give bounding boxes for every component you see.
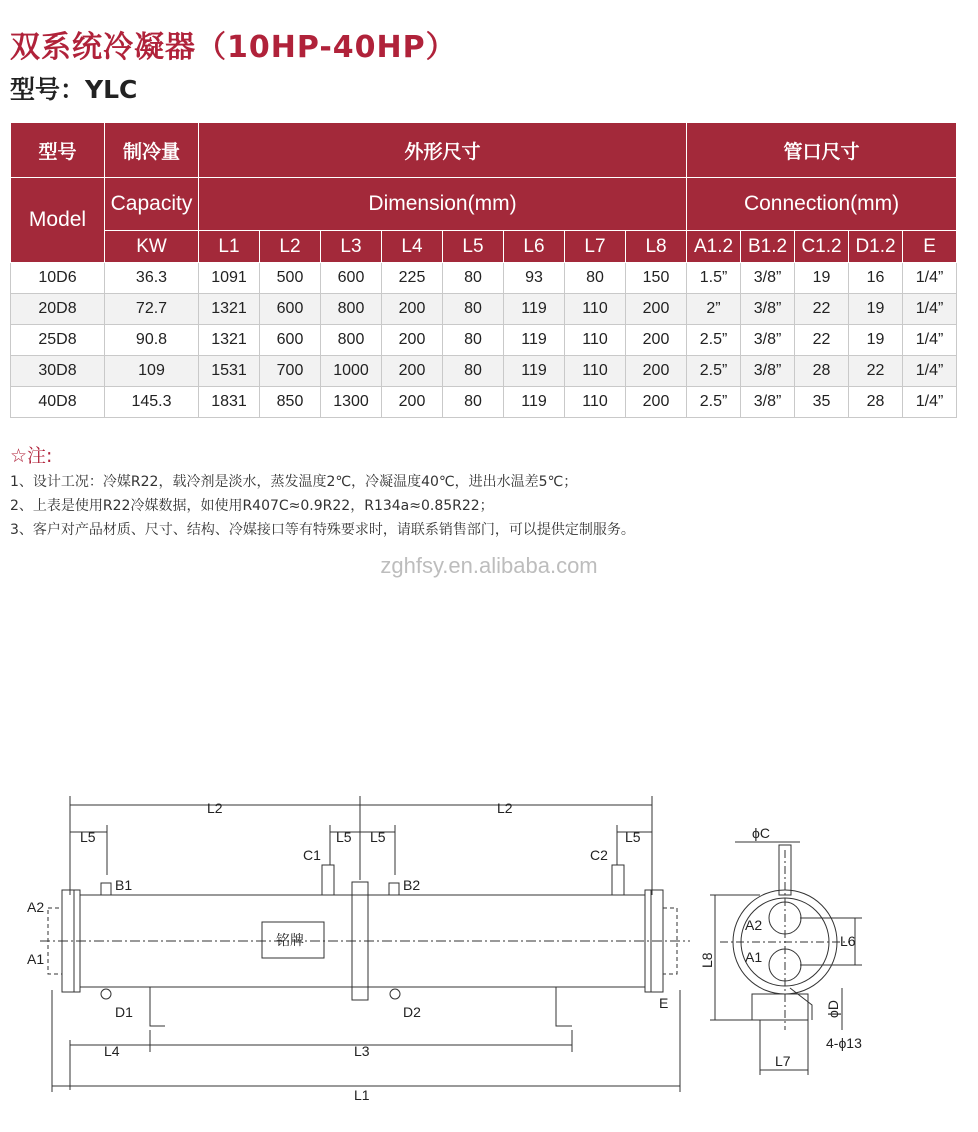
header-l3: L3 bbox=[321, 231, 382, 263]
table-cell: 3/8” bbox=[741, 387, 795, 418]
header-b12: B1.2 bbox=[741, 231, 795, 263]
label-holes: 4-ϕ13 bbox=[826, 1035, 862, 1051]
dim-l2-right: L2 bbox=[497, 800, 513, 816]
table-cell: 1831 bbox=[199, 387, 260, 418]
table-cell: 1321 bbox=[199, 294, 260, 325]
dim-l6: L6 bbox=[840, 933, 856, 949]
table-row bbox=[11, 387, 957, 418]
header-capacity-en: Capacity bbox=[105, 178, 199, 231]
table-cell: 110 bbox=[565, 325, 626, 356]
table-cell: 3/8” bbox=[741, 294, 795, 325]
table-cell: 2” bbox=[687, 294, 741, 325]
table-cell: 200 bbox=[626, 325, 687, 356]
table-cell: 1/4” bbox=[903, 356, 957, 387]
header-d12: D1.2 bbox=[849, 231, 903, 263]
table-cell: 3/8” bbox=[741, 356, 795, 387]
label-phi-d: ϕD bbox=[825, 1000, 841, 1018]
header-l4: L4 bbox=[382, 231, 443, 263]
table-cell: 19 bbox=[795, 263, 849, 294]
header-connection-cn: 管口尺寸 bbox=[687, 123, 957, 178]
table-cell: 110 bbox=[565, 356, 626, 387]
dim-l3: L3 bbox=[354, 1043, 370, 1059]
table-cell: 119 bbox=[504, 294, 565, 325]
label-c2: C2 bbox=[590, 847, 608, 863]
table-cell: 10D6 bbox=[11, 263, 105, 294]
note-item: 1、设计工况：冷媒R22，载冷剂是淡水，蒸发温度2℃，冷凝温度40℃，进出水温差5℃； bbox=[10, 474, 578, 490]
table-cell: 110 bbox=[565, 294, 626, 325]
label-a2-side: A2 bbox=[745, 917, 763, 933]
table-cell: 80 bbox=[443, 356, 504, 387]
header-dimension-en: Dimension(mm) bbox=[199, 178, 687, 231]
notes bbox=[10, 444, 635, 542]
table-cell: 1321 bbox=[199, 325, 260, 356]
table-cell: 1300 bbox=[321, 387, 382, 418]
label-d1: D1 bbox=[115, 1004, 133, 1020]
watermark: zghfsy.en.alibaba.com bbox=[380, 553, 598, 578]
header-l7: L7 bbox=[565, 231, 626, 263]
dim-l4: L4 bbox=[104, 1043, 120, 1059]
label-e: E bbox=[659, 995, 669, 1011]
table-cell: 119 bbox=[504, 356, 565, 387]
table-cell: 28 bbox=[795, 356, 849, 387]
table-cell: 200 bbox=[382, 356, 443, 387]
table-cell: 72.7 bbox=[105, 294, 199, 325]
header-dimension-cn: 外形尺寸 bbox=[199, 123, 687, 178]
table-cell: 3/8” bbox=[741, 263, 795, 294]
table-cell: 109 bbox=[105, 356, 199, 387]
table-cell: 200 bbox=[626, 294, 687, 325]
table-cell: 19 bbox=[849, 325, 903, 356]
table-cell: 200 bbox=[626, 387, 687, 418]
table-cell: 800 bbox=[321, 294, 382, 325]
table-cell: 1/4” bbox=[903, 294, 957, 325]
header-model-en: Model bbox=[11, 178, 105, 263]
label-a2: A2 bbox=[27, 899, 45, 915]
table-cell: 119 bbox=[504, 325, 565, 356]
table-cell: 1/4” bbox=[903, 325, 957, 356]
table-cell: 200 bbox=[382, 325, 443, 356]
table-cell: 200 bbox=[626, 356, 687, 387]
table-cell: 1000 bbox=[321, 356, 382, 387]
model-line: 型号：YLC bbox=[10, 75, 138, 104]
table-cell: 2.5” bbox=[687, 387, 741, 418]
label-c1: C1 bbox=[303, 847, 321, 863]
table-cell: 35 bbox=[795, 387, 849, 418]
header-model-cn: 型号 bbox=[11, 123, 105, 178]
table-cell: 150 bbox=[626, 263, 687, 294]
label-b1: B1 bbox=[115, 877, 133, 893]
table-cell: 25D8 bbox=[11, 325, 105, 356]
table-cell: 80 bbox=[443, 263, 504, 294]
header-a12: A1.2 bbox=[687, 231, 741, 263]
table-cell: 200 bbox=[382, 294, 443, 325]
table-cell: 22 bbox=[849, 356, 903, 387]
table-cell: 700 bbox=[260, 356, 321, 387]
table-row bbox=[11, 294, 957, 325]
header-e: E bbox=[903, 231, 957, 263]
label-a1-side: A1 bbox=[745, 949, 763, 965]
condenser-drawing bbox=[0, 790, 978, 1120]
table-cell: 600 bbox=[321, 263, 382, 294]
table-cell: 80 bbox=[565, 263, 626, 294]
dim-l5: L5 bbox=[370, 829, 386, 845]
table-cell: 600 bbox=[260, 325, 321, 356]
table-cell: 40D8 bbox=[11, 387, 105, 418]
dim-l5: L5 bbox=[625, 829, 641, 845]
label-a1: A1 bbox=[27, 951, 45, 967]
header-kw: KW bbox=[105, 231, 199, 263]
table-cell: 36.3 bbox=[105, 263, 199, 294]
label-phi-c: ϕC bbox=[752, 825, 770, 841]
table-cell: 1091 bbox=[199, 263, 260, 294]
table-cell: 200 bbox=[382, 387, 443, 418]
table-cell: 800 bbox=[321, 325, 382, 356]
table-cell: 1531 bbox=[199, 356, 260, 387]
table-cell: 93 bbox=[504, 263, 565, 294]
label-d2: D2 bbox=[403, 1004, 421, 1020]
table-cell: 80 bbox=[443, 325, 504, 356]
spec-table bbox=[10, 122, 957, 418]
header-connection-en: Connection(mm) bbox=[687, 178, 957, 231]
dim-l1: L1 bbox=[354, 1087, 370, 1103]
table-cell: 1/4” bbox=[903, 387, 957, 418]
header-c12: C1.2 bbox=[795, 231, 849, 263]
table-cell: 225 bbox=[382, 263, 443, 294]
page-title: 双系统冷凝器（10HP-40HP） bbox=[10, 30, 457, 65]
table-cell: 80 bbox=[443, 387, 504, 418]
table-row bbox=[11, 356, 957, 387]
table-cell: 22 bbox=[795, 325, 849, 356]
table-cell: 16 bbox=[849, 263, 903, 294]
table-cell: 28 bbox=[849, 387, 903, 418]
table-cell: 90.8 bbox=[105, 325, 199, 356]
table-cell: 1/4” bbox=[903, 263, 957, 294]
table-cell: 3/8” bbox=[741, 325, 795, 356]
table-cell: 119 bbox=[504, 387, 565, 418]
table-cell: 19 bbox=[849, 294, 903, 325]
header-l1: L1 bbox=[199, 231, 260, 263]
note-item: 3、客户对产品材质、尺寸、结构、冷媒接口等有特殊要求时，请联系销售部门，可以提供定制服务。 bbox=[10, 522, 635, 538]
table-cell: 2.5” bbox=[687, 356, 741, 387]
table-cell: 1.5” bbox=[687, 263, 741, 294]
table-row bbox=[11, 263, 957, 294]
table-cell: 600 bbox=[260, 294, 321, 325]
table-cell: 850 bbox=[260, 387, 321, 418]
table-cell: 145.3 bbox=[105, 387, 199, 418]
note-item: 2、上表是使用R22冷媒数据，如使用R407C≈0.9R22，R134a≈0.85R22； bbox=[10, 498, 494, 514]
header-l8: L8 bbox=[626, 231, 687, 263]
nameplate-label: 铭牌 bbox=[276, 932, 304, 948]
dim-l2-left: L2 bbox=[207, 800, 223, 816]
header-capacity-cn: 制冷量 bbox=[105, 123, 199, 178]
table-cell: 500 bbox=[260, 263, 321, 294]
table-cell: 2.5” bbox=[687, 325, 741, 356]
table-cell: 110 bbox=[565, 387, 626, 418]
dim-l7: L7 bbox=[775, 1053, 791, 1069]
table-cell: 80 bbox=[443, 294, 504, 325]
table-row bbox=[11, 325, 957, 356]
header-l2: L2 bbox=[260, 231, 321, 263]
dim-l5: L5 bbox=[80, 829, 96, 845]
dim-l8: L8 bbox=[699, 952, 715, 968]
header-l6: L6 bbox=[504, 231, 565, 263]
label-b2: B2 bbox=[403, 877, 421, 893]
table-cell: 22 bbox=[795, 294, 849, 325]
notes-head: ☆注: bbox=[10, 445, 53, 467]
header-l5: L5 bbox=[443, 231, 504, 263]
table-cell: 20D8 bbox=[11, 294, 105, 325]
table-cell: 30D8 bbox=[11, 356, 105, 387]
dim-l5: L5 bbox=[336, 829, 352, 845]
